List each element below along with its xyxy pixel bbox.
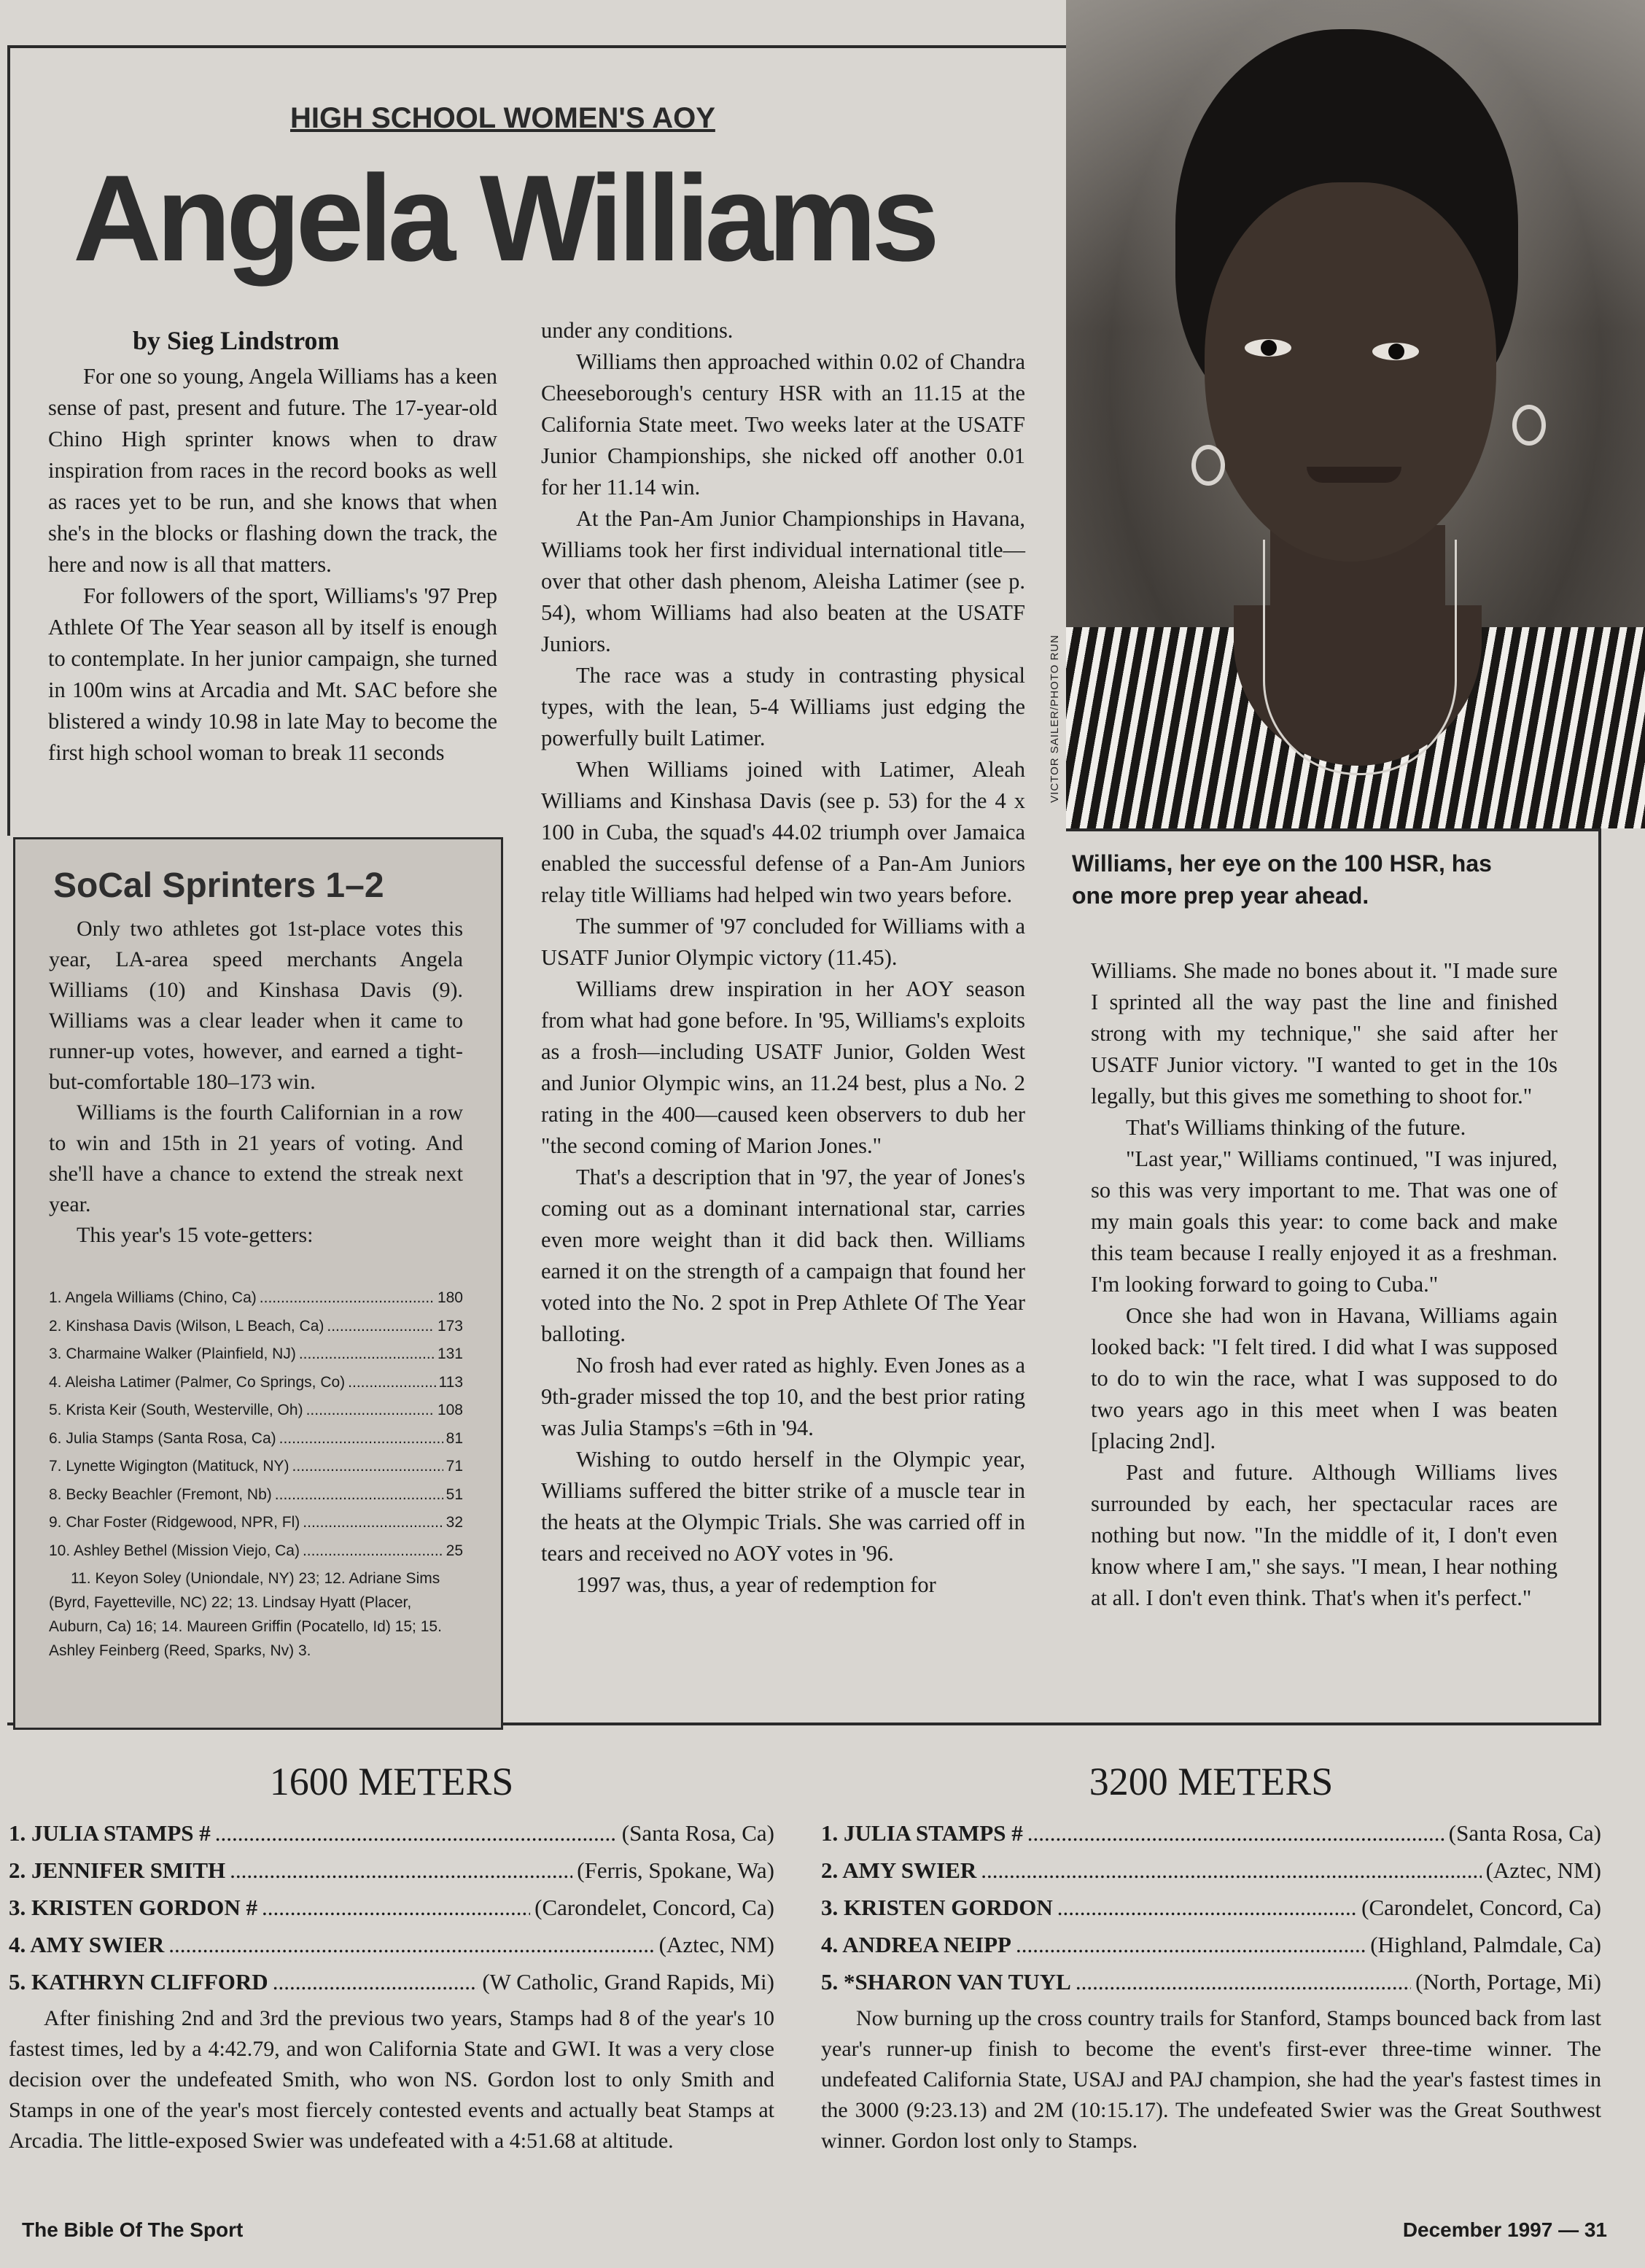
paragraph: For one so young, Angela Williams has a keen sense of past, present and future. The 17-year-old Chino High sprinter knows when to draw inspiration from races in the record books as well as races yet to be run, and she knows that when she's in the blocks or flashing down the track, the here and now is all that matters. xyxy=(48,364,497,577)
paragraph: When Williams joined with Latimer, Aleah Williams and Kinshasa Davis (see p. 53) for the 4 x 100 in Cuba, the squad's 44.02 triumph over Jamaica enabled the successful defense of a Pan-Am Juniors relay title Williams had helped win two years before. xyxy=(541,757,1025,907)
ranking-row: 4. AMY SWIER ..... (Aztec, NM) xyxy=(9,1926,774,1963)
vote-row: 9. Char Foster (Ridgewood, NPR, Fl) ..... 32 xyxy=(49,1509,463,1537)
kicker: HIGH SCHOOL WOMEN'S AOY xyxy=(290,102,715,134)
ranking-row: 3. KRISTEN GORDON ..... (Carondelet, Concord, Ca) xyxy=(821,1889,1601,1926)
photo-credit: VICTOR SAILER/PHOTO RUN xyxy=(1049,634,1061,803)
ranking-row: 3. KRISTEN GORDON # ..... (Carondelet, Concord, Ca) xyxy=(9,1889,774,1926)
athlete-photo xyxy=(1066,0,1645,828)
paragraph: The summer of '97 concluded for Williams with a USATF Junior Olympic victory (11.45). xyxy=(541,914,1025,970)
vote-row: 6. Julia Stamps (Santa Rosa, Ca) ..... 81 xyxy=(49,1425,463,1453)
article-col-2 xyxy=(541,315,1025,1601)
top-rule xyxy=(7,45,1066,48)
vote-row: 4. Aleisha Latimer (Palmer, Co Springs, Co) ..... 113 xyxy=(49,1369,463,1397)
article-col-1 xyxy=(48,361,497,769)
sidebar-paragraph: This year's 15 vote-getters: xyxy=(77,1223,314,1247)
photo-caption: Williams, her eye on the 100 HSR, has one more prep year ahead. xyxy=(1072,850,1492,909)
vote-row: 1. Angela Williams (Chino, Ca) ..... 180 xyxy=(49,1284,463,1313)
paragraph: Past and future. Although Williams lives surrounded by each, her spectacular races are nothing but now. "In the middle of it, I don't even know where I am," she says. "I mean, I hear nothing at all. I don't even think. That's when it's perfect." xyxy=(1091,1460,1558,1610)
event-3200 xyxy=(821,1759,1601,2156)
paragraph: After finishing 2nd and 3rd the previous two years, Stamps had 8 of the year's 10 fastest times, led by a 4:42.79, and won California State and GWI. It was a very close decision over the undefeated Smith, who won NS. Gordon lost to only Smith and Stamps in one of the year's most fiercely contested events and actually beat Stamps at Arcadia. The little-exposed Swier was undefeated with a 4:51.68 at altitude. xyxy=(9,2006,774,2153)
sidebar-paragraph: Williams is the fourth Californian in a row to win and 15th in 21 years of voting. And she'll have a chance to extend the streak next year. xyxy=(49,1100,463,1216)
paragraph: Williams then approached within 0.02 of Chandra Cheeseborough's century HSR with an 11.15 at the California State meet. Two weeks later at the USATF Junior Championships, she nicked off another 0.01 for her 11.14 win. xyxy=(541,349,1025,500)
vote-row: 2. Kinshasa Davis (Wilson, L Beach, Ca) ..... 173 xyxy=(49,1313,463,1341)
event-title: 3200 METERS xyxy=(1089,1760,1334,1803)
paragraph: For followers of the sport, Williams's '97 Prep Athlete Of The Year season all by itself is enough to contemplate. In her junior campaign, she turned in 100m wins at Arcadia and Mt. SAC before she blistered a windy 10.98 in late May to become the first high school woman to break 11 seconds xyxy=(48,583,497,765)
paragraph: That's Williams thinking of the future. xyxy=(1126,1115,1466,1140)
paragraph: Now burning up the cross country trails for Stanford, Stamps bounced back from last year's runner-up finish to become the event's first-ever three-time winner. The undefeated California State, USAJ and PAJ champion, she had the year's fastest times in the 3000 (9:23.13) and 2M (10:15.17). The undefeated Swier was the Great Southwest winner. Gordon lost only to Stamps. xyxy=(821,2006,1601,2153)
sidebar-text xyxy=(49,914,463,1251)
vote-list xyxy=(49,1284,463,1663)
paragraph: At the Pan-Am Junior Championships in Havana, Williams took her first individual international title—over that other dash phenom, Aleisha Latimer (see p. 54), whom Williams had also beaten at the USATF Juniors. xyxy=(541,506,1025,656)
paragraph: Wishing to outdo herself in the Olympic year, Williams suffered the bitter strike of a muscle tear in the heats at the Olympic Trials. She was carried off in tears and received no AOY votes in '96. xyxy=(541,1447,1025,1566)
article-col-3 xyxy=(1091,955,1558,1614)
paragraph: That's a description that in '97, the year of Jones's coming out as a dominant international star, carries even more weight than it did back then. Williams earned it on the strength of a campaign that found her voted into the No. 2 spot in Prep Athlete Of The Year balloting. xyxy=(541,1165,1025,1346)
vote-row: 7. Lynette Wigington (Matituck, NY) ..... 71 xyxy=(49,1453,463,1481)
footer-right: December 1997 — 31 xyxy=(1402,2218,1607,2241)
event-summary xyxy=(821,2003,1601,2156)
paragraph: The race was a study in contrasting physical types, with the lean, 5-4 Williams just edging the powerfully built Latimer. xyxy=(541,663,1025,750)
paragraph: Williams drew inspiration in her AOY season from what had gone before. In '95, Williams's exploits as a frosh—including USATF Junior, Golden West and Junior Olympic wins, an 11.24 best, plus a No. 2 rating in the 400—caused keen observers to dub her "the second coming of Marion Jones." xyxy=(541,976,1025,1158)
ranking-row: 5. KATHRYN CLIFFORD ..... (W Catholic, Grand Rapids, Mi) xyxy=(9,1963,774,2000)
ranking-row: 2. AMY SWIER ..... (Aztec, NM) xyxy=(821,1852,1601,1889)
ranking-row: 1. JULIA STAMPS # ..... (Santa Rosa, Ca) xyxy=(821,1814,1601,1852)
event-summary xyxy=(9,2003,774,2156)
ranking-row: 4. ANDREA NEIPP ..... (Highland, Palmdale, Ca) xyxy=(821,1926,1601,1963)
headline: Angela Williams xyxy=(73,149,935,287)
caption-frame-top xyxy=(1066,828,1601,831)
paragraph: "Last year," Williams continued, "I was injured, so this was very important to me. That was one of my main goals this year: to come back and make this team because I really enjoyed it as a freshman. I'm looking forward to going to Cuba." xyxy=(1091,1146,1558,1297)
paragraph: under any conditions. xyxy=(541,318,734,343)
paragraph: No frosh had ever rated as highly. Even Jones as a 9th-grader missed the top 10, and the best prior rating was Julia Stamps's =6th in '94. xyxy=(541,1353,1025,1440)
paragraph: Williams. She made no bones about it. "I made sure I sprinted all the way past the line and finished strong with my technique," she said after her USATF Junior victory. "I wanted to get in the 10s legally, but this gives me something to shoot for." xyxy=(1091,958,1558,1108)
footer-left: The Bible Of The Sport xyxy=(22,2218,244,2241)
ranking-list xyxy=(9,1814,774,2000)
sidebar-box xyxy=(13,837,503,1730)
sidebar-title: SoCal Sprinters 1–2 xyxy=(53,866,384,905)
vote-row: 5. Krista Keir (South, Westerville, Oh) ..... 108 xyxy=(49,1397,463,1425)
paragraph: 1997 was, thus, a year of redemption for xyxy=(576,1572,936,1597)
ranking-list xyxy=(821,1814,1601,2000)
vote-row: 8. Becky Beachler (Fremont, Nb) ..... 51 xyxy=(49,1481,463,1510)
event-1600 xyxy=(9,1759,774,2156)
ranking-row: 1. JULIA STAMPS # ..... (Santa Rosa, Ca) xyxy=(9,1814,774,1852)
paragraph: Once she had won in Havana, Williams again looked back: "I felt tired. I did what I was supposed to do to win the race, what I was supposed to do two years ago in this meet when I was beaten [placing 2nd]. xyxy=(1091,1303,1558,1453)
byline: by Sieg Lindstrom xyxy=(133,326,340,355)
sidebar-paragraph: Only two athletes got 1st-place votes this year, LA-area speed merchants Angela Williams (10) and Kinshasa Davis (9). Williams was a clear leader when it came to runner-up votes, however, and earned a tight-but-comfortable 180–173 win. xyxy=(49,917,463,1094)
vote-list-rest: 11. Keyon Soley (Uniondale, NY) 23; 12. Adriane Sims (Byrd, Fayetteville, NC) 22; 13. Lindsay Hyatt (Placer, Auburn, Ca) 16; 14. Maureen Griffin (Pocatello, Id) 15; 15. Ashley Feinberg (Reed, Sparks, Nv) 3. xyxy=(49,1570,442,1659)
ranking-row: 5. *SHARON VAN TUYL ..... (North, Portage, Mi) xyxy=(821,1963,1601,2000)
vote-row: 3. Charmaine Walker (Plainfield, NJ) ..... 131 xyxy=(49,1340,463,1369)
ranking-row: 2. JENNIFER SMITH ..... (Ferris, Spokane, Wa) xyxy=(9,1852,774,1889)
vote-row: 10. Ashley Bethel (Mission Viejo, Ca) ..... 25 xyxy=(49,1537,463,1566)
event-title: 1600 METERS xyxy=(269,1760,514,1803)
article-frame-left xyxy=(7,45,10,836)
article-frame-right xyxy=(1598,828,1601,1723)
